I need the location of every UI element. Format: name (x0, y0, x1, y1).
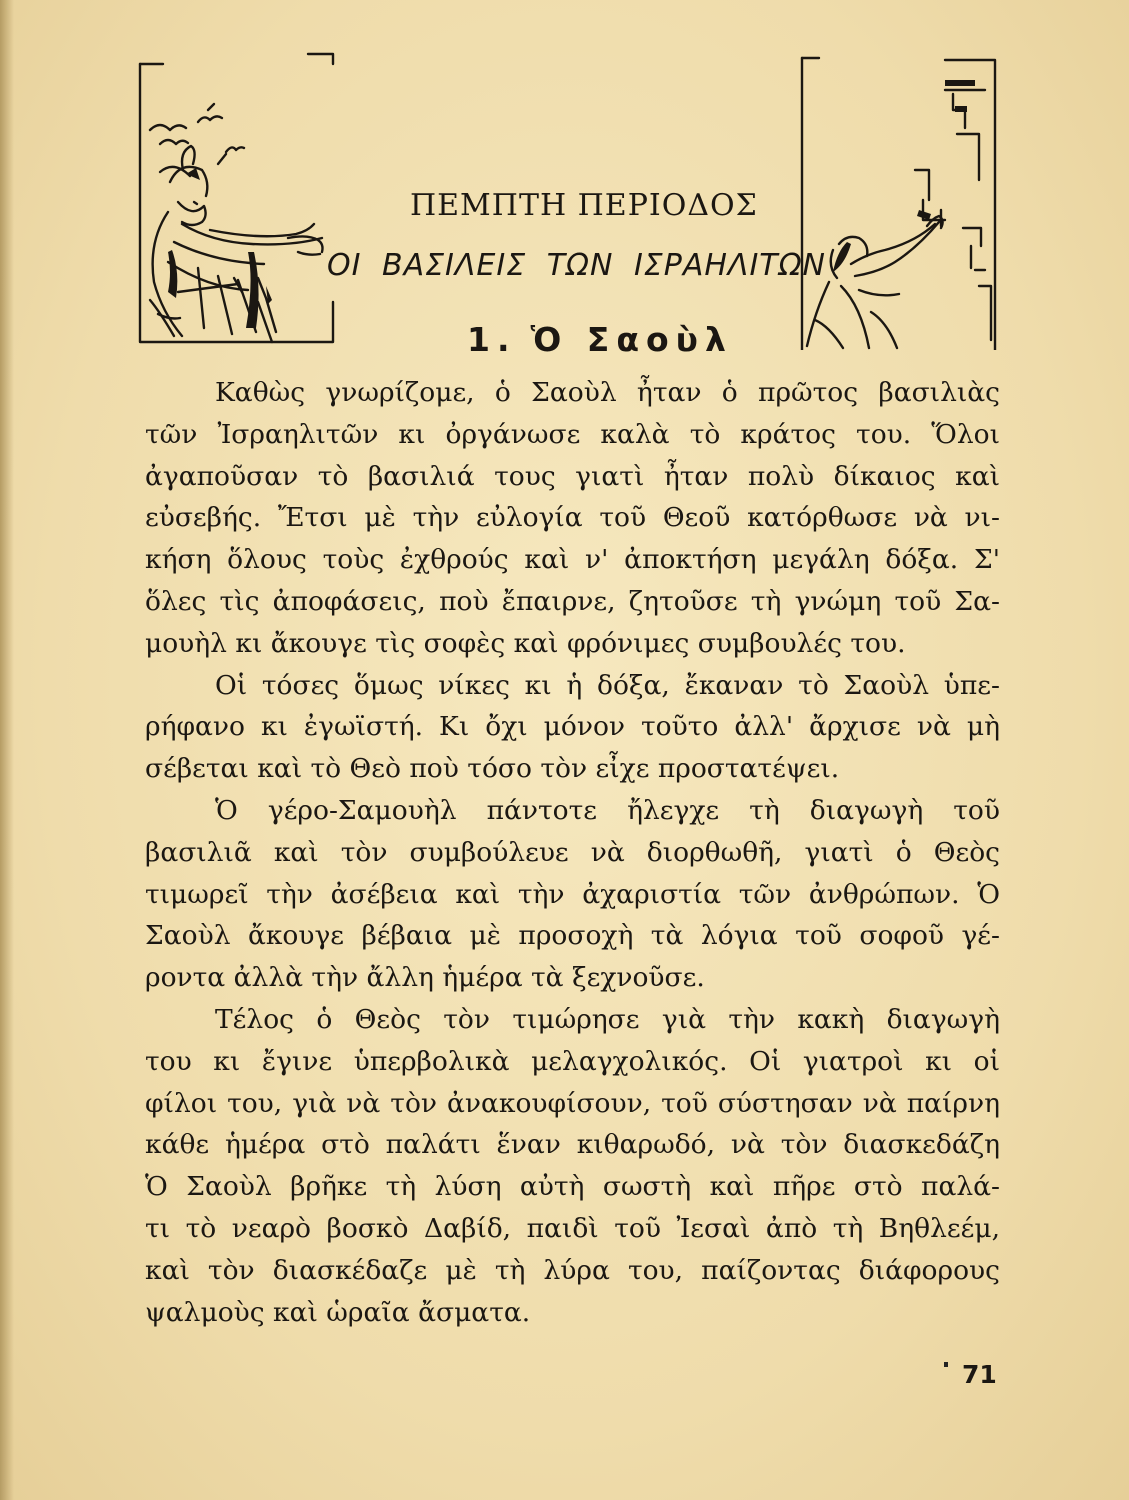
king-at-tower-illustration (795, 50, 1005, 350)
chapter-title (467, 320, 733, 359)
paragraph (145, 999, 1000, 1333)
paragraph (145, 790, 1000, 999)
text-line: Σαοὺλ ἄκουγε βέβαια μὲ προσοχὴ τὰ λόγια τοῦ σοφοῦ γέ- (145, 920, 1000, 952)
text-line: Οἱ τόσες ὅμως νίκες κι ἡ δόξα, ἔκαναν τὸ Σαοὺλ ὑπε- (215, 669, 1000, 701)
section-title: ΟΙ ΒΑΣΙΛΕΙΣ ΤΩΝ ΙΣΡΑΗΛΙΤΩΝ (327, 248, 826, 283)
text-line: Ὁ Σαοὺλ βρῆκε τὴ λύση αὐτὴ σωστὴ καὶ πῆρε στὸ παλά- (145, 1171, 1000, 1203)
text-line: ρήφανο κι ἐγωϊστή. Κι ὄχι μόνον τοῦτο ἀλλ' ἄρχισε νὰ μὴ (145, 711, 1000, 743)
body-text (145, 372, 1000, 1333)
text-line: ψαλμοὺς καὶ ὡραῖα ἄσματα. (145, 1296, 531, 1328)
chapter-number: 1. (467, 320, 517, 359)
text-line: βασιλιᾶ καὶ τὸν συμβούλευε νὰ διορθωθῆ, γιατὶ ὁ Θεὸς (145, 836, 1000, 868)
ink-dot (944, 1362, 948, 1367)
text-line: τιμωρεῖ τὴν ἀσέβεια καὶ τὴν ἀχαριστία τῶν ἀνθρώπων. Ὁ (145, 878, 1000, 910)
warrior-illustration (138, 52, 338, 352)
paragraph (145, 372, 1000, 665)
text-line: καὶ τὸν διασκέδαζε μὲ τὴ λύρα του, παίζοντας διάφορους (145, 1254, 1000, 1286)
text-line: Τέλος ὁ Θεὸς τὸν τιμώρησε γιὰ τὴν κακὴ διαγωγὴ (215, 1003, 1000, 1035)
text-line: κήση ὅλους τοὺς ἐχθρούς καὶ ν' ἀποκτήση μεγάλη δόξα. Σ' (145, 544, 1000, 576)
text-line: τι τὸ νεαρὸ βοσκὸ Δαβίδ, παιδὶ τοῦ Ἰεσαὶ ἀπὸ τὴ Βηθλεέμ, (145, 1212, 1000, 1244)
text-line: ροντα ἀλλὰ τὴν ἄλλη ἡμέρα τὰ ξεχνοῦσε. (145, 962, 705, 994)
page-number: 71 (962, 1360, 997, 1389)
text-line: φίλοι του, γιὰ νὰ τὸν ἀνακουφίσουν, τοῦ σύστησαν νὰ παίρνη (145, 1087, 1000, 1119)
text-line: κάθε ἡμέρα στὸ παλάτι ἕναν κιθαρωδό, νὰ τὸν διασκεδάζη (145, 1129, 1000, 1161)
text-line: ὅλες τὶς ἀποφάσεις, ποὺ ἔπαιρνε, ζητοῦσε τὴ γνώμη τοῦ Σα- (145, 585, 1000, 617)
text-line: Ὁ γέρο-Σαμουὴλ πάντοτε ἤλεγχε τὴ διαγωγὴ τοῦ (215, 794, 1000, 826)
text-line: ἀγαποῦσαν τὸ βασιλιά τους γιατὶ ἦταν πολὺ δίκαιος καὶ (145, 460, 1000, 492)
text-line: τῶν Ἰσραηλιτῶν κι ὀργάνωσε καλὰ τὸ κράτος του. Ὅλοι (145, 418, 1000, 450)
text-line: σέβεται καὶ τὸ Θεὸ ποὺ τόσο τὸν εἶχε προστατέψει. (145, 753, 840, 785)
period-title: ΠΕΜΠΤΗ ΠΕΡΙΟΔΟΣ (410, 188, 758, 223)
text-line: εὐσεβής. Ἔτσι μὲ τὴν εὐλογία τοῦ Θεοῦ κατόρθωσε νὰ νι- (145, 502, 1000, 534)
page-binding-edge (0, 0, 14, 1500)
text-line: μουὴλ κι ἄκουγε τὶς σοφὲς καὶ φρόνιμες συμβουλές του. (145, 627, 906, 659)
text-line: του κι ἔγινε ὑπερβολικὰ μελαγχολικός. Οἱ γιατροὶ κι οἱ (145, 1045, 1000, 1077)
chapter-heading: Ὁ Σαοὺλ (530, 320, 733, 359)
text-line: Καθὼς γνωρίζομε, ὁ Σαοὺλ ἦταν ὁ πρῶτος βασιλιὰς (215, 377, 1000, 408)
paragraph (145, 665, 1000, 790)
